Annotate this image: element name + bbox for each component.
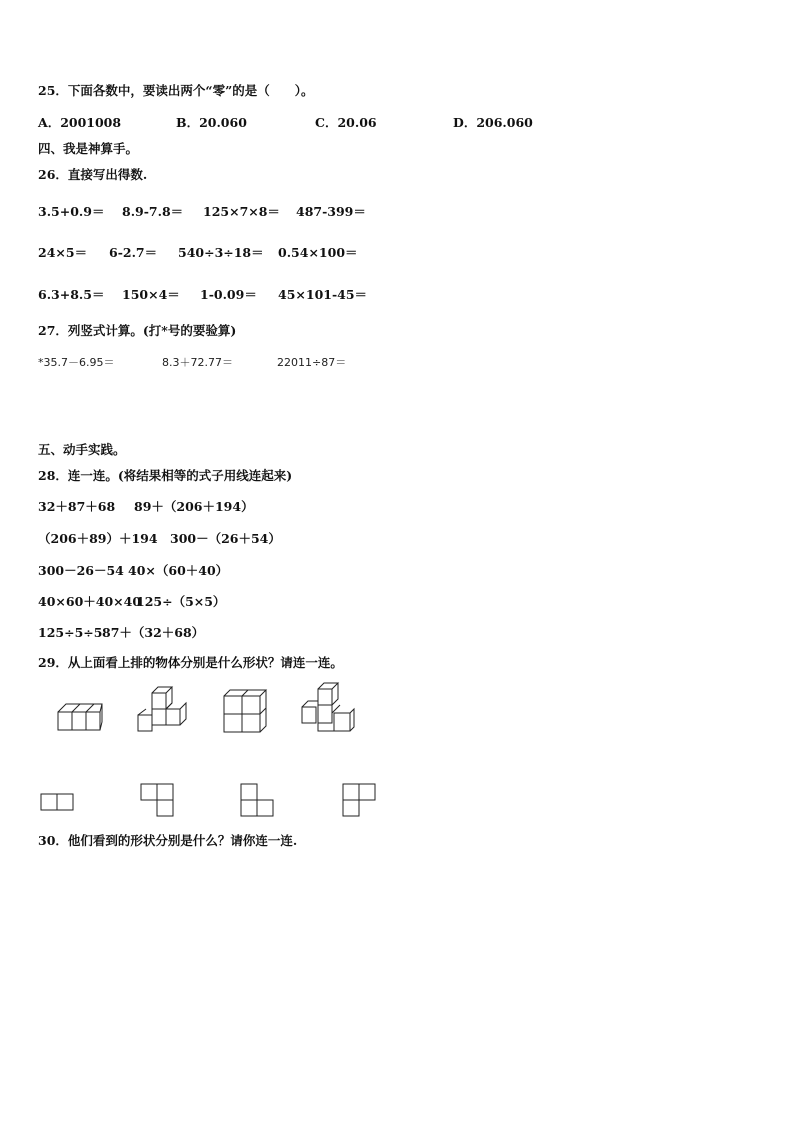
q26-expr: 45×101-45＝ bbox=[278, 287, 368, 302]
q27-item: *35.7－6.95＝ bbox=[38, 356, 115, 369]
q28-right-expr: 300－（26＋54） bbox=[170, 531, 281, 546]
q28-left-expr: 300－26－54 bbox=[38, 563, 124, 578]
cube-stack-3 bbox=[222, 688, 270, 736]
q28-right-expr: 125÷（5×5） bbox=[136, 594, 226, 609]
q26-expr: 0.54×100＝ bbox=[278, 245, 358, 260]
q30-stem: 30．他们看到的形状分别是什么？请你连一连. bbox=[38, 833, 298, 848]
q25-option-c: C．20.06 bbox=[315, 115, 377, 130]
q26-expr: 150×4＝ bbox=[122, 287, 180, 302]
q28-right-expr: 40×（60＋40） bbox=[128, 563, 229, 578]
cube-stack-1 bbox=[56, 700, 104, 736]
q26-expr: 540÷3÷18＝ bbox=[178, 245, 264, 260]
q26-expr: 24×5＝ bbox=[38, 245, 88, 260]
top-view-4 bbox=[342, 783, 378, 819]
q25-option-b: B．20.060 bbox=[176, 115, 247, 130]
q26-stem: 26．直接写出得数. bbox=[38, 167, 148, 182]
q28-stem: 28．连一连。(将结果相等的式子用线连起来) bbox=[38, 468, 293, 483]
q26-expr: 1-0.09＝ bbox=[200, 287, 257, 302]
q26-expr: 125×7×8＝ bbox=[203, 204, 280, 219]
q26-expr: 487-399＝ bbox=[296, 204, 366, 219]
q26-expr: 3.5+0.9＝ bbox=[38, 204, 105, 219]
q29-stem: 29．从上面看上排的物体分别是什么形状？请连一连。 bbox=[38, 655, 343, 670]
cube-stack-4 bbox=[300, 681, 356, 737]
q26-expr: 6-2.7＝ bbox=[109, 245, 158, 260]
q28-left-expr: 40×60＋40×40 bbox=[38, 594, 142, 609]
q27-stem: 27．列竖式计算。(打*号的要验算) bbox=[38, 323, 237, 338]
q28-right-expr: 87＋（32＋68） bbox=[102, 625, 205, 640]
q28-left-expr: 125÷5÷5 bbox=[38, 625, 103, 640]
q26-expr: 8.9-7.8＝ bbox=[122, 204, 184, 219]
q28-left-expr: （206＋89）＋194 bbox=[38, 531, 158, 546]
q28-left-expr: 32＋87＋68 bbox=[38, 499, 116, 514]
q25-option-a: A．2001008 bbox=[38, 115, 122, 130]
top-view-3 bbox=[240, 783, 276, 819]
q27-item: 8.3＋72.77＝ bbox=[162, 356, 233, 369]
q28-right-expr: 89＋（206＋194） bbox=[134, 499, 254, 514]
top-view-2 bbox=[140, 783, 176, 819]
section4-title: 四、我是神算手。 bbox=[38, 141, 139, 156]
q25-stem: 25．下面各数中，要读出两个“零”的是（ ）。 bbox=[38, 83, 314, 98]
q25-option-d: D．206.060 bbox=[453, 115, 533, 130]
top-view-1 bbox=[40, 792, 76, 812]
section5-title: 五、动手实践。 bbox=[38, 442, 126, 457]
q27-item: 22011÷87＝ bbox=[277, 356, 347, 369]
cube-stack-2 bbox=[136, 685, 190, 737]
q26-expr: 6.3+8.5＝ bbox=[38, 287, 105, 302]
